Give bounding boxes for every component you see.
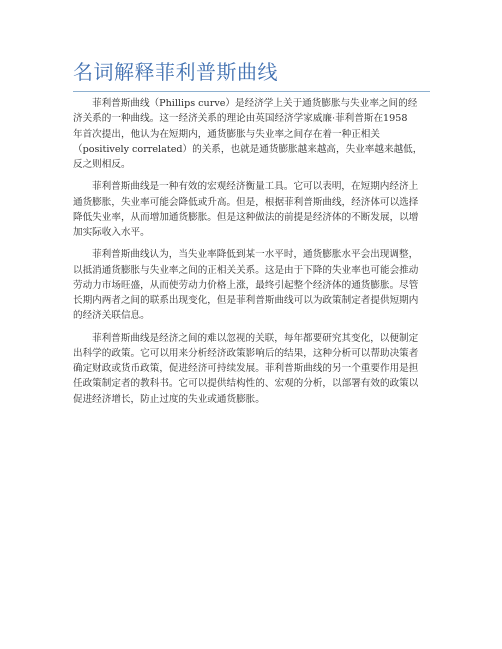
text-line: 菲利普斯曲线是一种有效的宏观经济衡量工具。它可以表明，在短期内经济上 xyxy=(92,181,419,193)
paragraph-3 xyxy=(73,247,433,323)
text-line: 菲利普斯曲线认为，当失业率降低到某一水平时，通货膨胀水平会出现调整， xyxy=(92,249,419,261)
text-line: 通货膨胀，失业率可能会降低或升高。但是，根据菲利普斯曲线，经济体可以选择 xyxy=(73,196,419,208)
text-line: 济关系的一种曲线。这一经济关系的理论由英国经济学家威廉·菲利普斯在1958 xyxy=(73,113,408,125)
text-line: 菲利普斯曲线是经济之间的难以忽视的关联，每年都要研究其变化，以便制定 xyxy=(92,332,419,344)
text-line: 出科学的政策。它可以用来分析经济政策影响后的结果，这种分析可以帮助决策者 xyxy=(73,347,419,359)
document-body xyxy=(73,96,433,414)
paragraph-4 xyxy=(73,331,433,407)
text-line: 加实际收入水平。 xyxy=(73,227,150,239)
text-line: 反之则相反。 xyxy=(73,159,131,171)
text-line: 以抵消通货膨胀与失业率之间的正相关关系。这是由于下降的失业率也可能会推动 xyxy=(73,264,419,276)
text-line: 降低失业率，从而增加通货膨胀。但是这种做法的前提是经济体的不断发展，以增 xyxy=(73,211,419,223)
document-title: 名词解释菲利普斯曲线 xyxy=(73,60,278,84)
title-underline xyxy=(73,91,430,92)
text-line: （positively correlated）的关系，也就是通货膨胀越来越高，失业率越来越低， xyxy=(73,143,423,155)
paragraph-1 xyxy=(73,96,433,172)
text-line: 菲利普斯曲线（Phillips curve）是经济学上关于通货膨胀与失业率之间的经 xyxy=(92,98,418,109)
text-line: 促进经济增长，防止过度的失业或通货膨胀。 xyxy=(73,393,265,405)
text-line: 任政策制定者的教科书。它可以提供结构性的、宏观的分析，以部署有效的政策以 xyxy=(73,378,419,390)
paragraph-2 xyxy=(73,179,433,240)
text-line: 长期内两者之间的联系出现变化，但是菲利普斯曲线可以为政策制定者提供短期内 xyxy=(73,295,419,307)
text-line: 劳动力市场旺盛，从而使劳动力价格上涨，最终引起整个经济体的通货膨胀。尽管 xyxy=(73,279,419,291)
text-line: 确定财政或货币政策，促进经济可持续发展。菲利普斯曲线的另一个重要作用是担 xyxy=(73,363,419,375)
text-line: 年首次提出，他认为在短期内，通货膨胀与失业率之间存在着一种正相关 xyxy=(73,128,380,140)
text-line: 的经济关联信息。 xyxy=(73,310,150,322)
